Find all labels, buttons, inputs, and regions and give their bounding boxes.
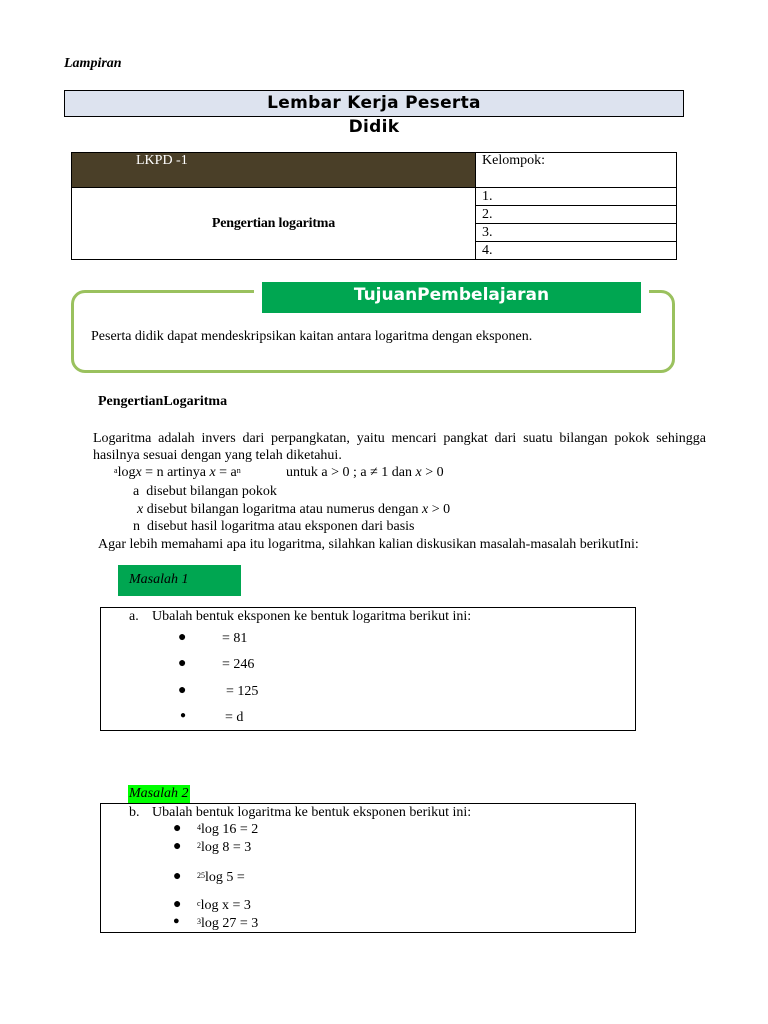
masalah-2-instruction: Ubalah bentuk logaritma ke bentuk eksponen berikut ini:	[152, 805, 472, 820]
lkpd-code: LKPD -1	[72, 153, 476, 188]
member-3: 3.	[476, 224, 677, 242]
masalah-1-instruction: Ubalah bentuk eksponen ke bentuk logaritma berikut ini:	[152, 609, 472, 624]
masalah-1-tag: Masalah 1	[118, 565, 241, 596]
definition-closing: Agar lebih memahami apa itu logaritma, silahkan kalian diskusikan masalah-masalah berikutIni:	[98, 537, 639, 552]
term-a: a disebut bilangan pokok	[133, 484, 277, 499]
bullet-icon: ●	[178, 630, 187, 645]
bullet-icon: ●	[173, 821, 182, 836]
lkpd-table	[71, 152, 677, 260]
log-condition: untuk a > 0 ; a ≠ 1 dan x > 0	[286, 465, 444, 480]
definition-title: PengertianLogaritma	[98, 394, 228, 409]
masalah-2-marker: b.	[129, 805, 140, 820]
bullet-icon: ●	[173, 839, 182, 854]
masalah-2-item-5: $^3$log 27 = 3	[197, 916, 259, 931]
bullet-icon: ●	[178, 656, 187, 671]
bullet-icon: ●	[173, 897, 182, 912]
worksheet-title	[64, 90, 684, 137]
worksheet-title-sub: Didik	[348, 117, 400, 137]
masalah-2-tag: Masalah 2	[129, 786, 189, 801]
term-x: x disebut bilangan logaritma atau numerus dengan x > 0	[137, 502, 451, 517]
definition-intro: Logaritma adalah invers dari perpangkatan, yaitu mencari pangkat dari suatu bilangan pokok sehingga hasilnya sesuai dengan yang telah diketahui.	[93, 431, 706, 463]
log-formula: $^a$logx = n artinya $x = a^n$	[114, 465, 241, 480]
masalah-1-item-1: = 81	[222, 631, 248, 646]
learning-goal-text: Peserta didik dapat mendeskripsikan kaitan antara logaritma dengan eksponen.	[91, 329, 533, 344]
masalah-1-item-3: = 125	[226, 684, 259, 699]
bullet-icon: ●	[173, 915, 180, 927]
masalah-2-item-2: $^2$log 8 = 3	[197, 840, 252, 855]
group-label: Kelompok:	[476, 153, 677, 188]
lkpd-topic: Pengertian logaritma	[72, 188, 476, 260]
worksheet-title-main: Lembar Kerja Peserta	[267, 93, 481, 113]
learning-goal-heading: TujuanPembelajaran	[262, 282, 641, 313]
lampiran-label: Lampiran	[64, 56, 122, 71]
bullet-icon: ●	[180, 710, 187, 721]
member-4: 4.	[476, 242, 677, 260]
masalah-1-marker: a.	[129, 609, 139, 624]
member-1: 1.	[476, 188, 677, 206]
bullet-icon: ●	[178, 683, 187, 698]
term-n: n disebut hasil logaritma atau eksponen dari basis	[133, 519, 415, 534]
masalah-1-item-2: = 246	[222, 657, 255, 672]
masalah-1-item-4: = d	[225, 710, 244, 725]
bullet-icon: ●	[173, 869, 182, 884]
member-2: 2.	[476, 206, 677, 224]
masalah-2-item-3: $^{25}$log 5 =	[197, 870, 245, 885]
masalah-2-item-1: $^4$log 16 = 2	[197, 822, 259, 837]
masalah-2-item-4: $^c$log x = 3	[197, 898, 251, 913]
